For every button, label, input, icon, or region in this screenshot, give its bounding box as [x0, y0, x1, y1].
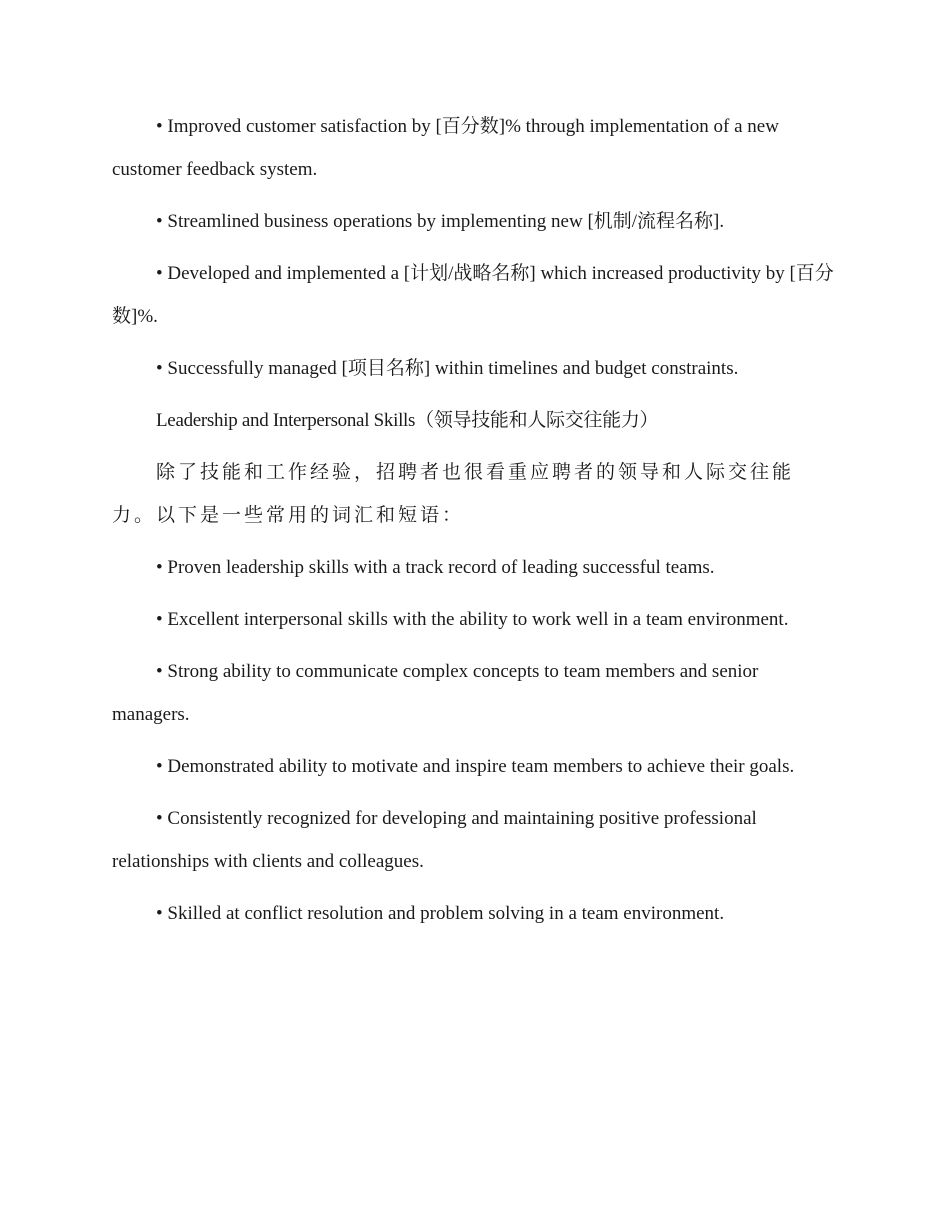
document-body — [112, 105, 834, 944]
skill-bullet: • Proven leadership skills with a track record of leading successful teams. — [156, 557, 715, 578]
achievement-bullet: • Successfully managed [项目名称] within timelines and budget constraints. — [156, 358, 739, 379]
achievement-bullet: • Developed and implemented a [计划/战略名称] which increased productivity by [百分数]%. — [112, 263, 834, 327]
skill-bullet: • Consistently recognized for developing and maintaining positive professional relationships with clients and colleagues. — [112, 808, 757, 872]
section-heading: Leadership and Interpersonal Skills（领导技能和人际交往能力） — [156, 410, 659, 431]
skill-bullet: • Excellent interpersonal skills with the ability to work well in a team environment. — [156, 609, 789, 630]
achievement-bullet: • Improved customer satisfaction by [百分数]% through implementation of a new customer feedback system. — [112, 116, 779, 180]
skill-bullet: • Skilled at conflict resolution and problem solving in a team environment. — [156, 903, 725, 924]
skill-bullet: • Demonstrated ability to motivate and inspire team members to achieve their goals. — [156, 756, 795, 777]
skill-bullet: • Strong ability to communicate complex concepts to team members and senior managers. — [112, 661, 759, 725]
section-intro: 除了技能和工作经验，招聘者也很看重应聘者的领导和人际交往能力。以下是一些常用的词汇和短语： — [112, 462, 795, 526]
achievement-bullet: • Streamlined business operations by implementing new [机制/流程名称]. — [156, 211, 725, 232]
